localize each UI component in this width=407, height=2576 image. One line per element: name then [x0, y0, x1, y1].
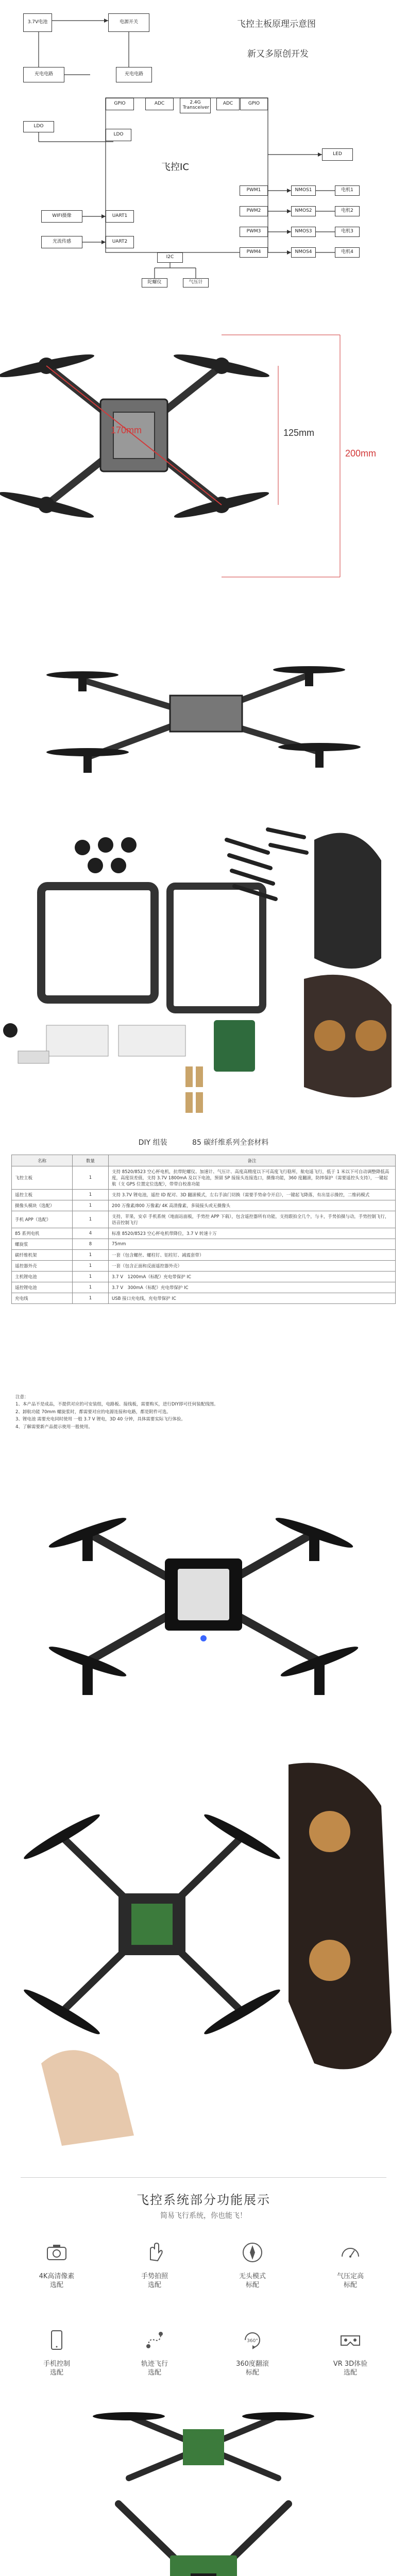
flip-icon	[241, 2329, 264, 2351]
feature-item-line2: 选配	[49, 2281, 63, 2290]
note-item: 3、锂电池 需要充电同时使用 一般 3.7 V 锂电，3D 40 分钟，具体需要实际飞行体验。	[15, 1417, 185, 1422]
svg-text:360°: 360°	[247, 2338, 258, 2344]
row-note: 200 万像素/800 万像素/ 4K 高清像素，多镜接头或无摄像头	[109, 1200, 396, 1211]
gesture-icon	[143, 2241, 166, 2264]
schematic-title: 飞控主板原理示意图	[237, 19, 316, 29]
header-qty: 数量	[73, 1155, 109, 1166]
gyro-block: 陀螺仪	[142, 278, 167, 287]
row-qty: 1	[73, 1293, 109, 1304]
table-row	[12, 1228, 396, 1239]
nmos2-block: NMOS2	[291, 206, 316, 216]
charge-block: 充电电路	[23, 67, 64, 82]
table-header-row	[12, 1155, 396, 1166]
table-title-left: DIY 组装	[138, 1139, 167, 1147]
row-qty: 8	[73, 1239, 109, 1250]
compass-icon	[241, 2241, 264, 2264]
feature-item-line2: 选配	[147, 2281, 161, 2290]
row-qty: 1	[73, 1272, 109, 1282]
side-view-photo	[0, 618, 407, 809]
table-title-right: 85 碳纤维系列全套材料	[192, 1139, 269, 1147]
row-note: 一套（包含螺丝、螺柱钉、铝柱钉、减震套带）	[109, 1250, 396, 1261]
frame-diagonal-label: 170mm	[111, 425, 142, 435]
feature-item	[121, 2329, 188, 2378]
motor4-block: 电机4	[335, 247, 360, 258]
feature-item-line1: 4K高清像素	[39, 2272, 75, 2280]
row-qty: 1	[73, 1250, 109, 1261]
feature-divider	[21, 2177, 386, 2178]
feature-item-line1: 无头模式	[239, 2272, 266, 2280]
pwm3-block: PWM3	[240, 227, 268, 237]
spec-table-section	[0, 1126, 407, 1445]
ldo-block: LDO	[23, 121, 54, 132]
led-block: LED	[322, 148, 353, 161]
nmos4-block: NMOS4	[291, 247, 316, 258]
feature-item	[219, 2329, 286, 2378]
table-row	[12, 1190, 396, 1200]
feature-quad-image	[0, 2406, 407, 2483]
row-name: 充电线	[12, 1293, 73, 1304]
feature-item-line2: 选配	[147, 2369, 161, 2377]
table-row	[12, 1200, 396, 1211]
row-note: 标准 8520/8523 空心杯电机带降位，3.7 V 转速十万	[109, 1228, 396, 1239]
table-row	[12, 1211, 396, 1228]
table-row	[12, 1250, 396, 1261]
row-qty: 1	[73, 1200, 109, 1211]
power-switch-block: 电源开关	[108, 13, 149, 32]
row-name: 遥控锂电池	[12, 1282, 73, 1293]
note-item: 4、了解需要新产品提示使用一般使用。	[15, 1424, 93, 1430]
row-note: 3.7 V 300mA（标配）充电带保护 IC	[109, 1282, 396, 1293]
row-name: 摄像头模块（选配）	[12, 1200, 73, 1211]
feature-item	[219, 2241, 286, 2290]
feature-subtitle: 简易飞行系统，你也能飞！	[160, 2212, 247, 2220]
feature-item-line1: 手势拍照	[141, 2272, 168, 2280]
feature-item-line1: 轨迹飞行	[141, 2360, 168, 2368]
parts-kit-photo	[0, 809, 407, 1126]
vr-icon	[339, 2329, 362, 2351]
phone-icon	[45, 2329, 68, 2351]
feature-item-line2: 选配	[343, 2369, 357, 2377]
battery-block: 3.7V电池	[23, 13, 52, 32]
assembled-quad-photo	[0, 1445, 407, 1744]
row-name: 主机锂电池	[12, 1272, 73, 1282]
quad-controller-image	[0, 1744, 407, 2169]
row-name: 遥控主板	[12, 1190, 73, 1200]
ldo2-block: LDO	[106, 129, 131, 141]
frame-width-label: 125mm	[283, 428, 315, 438]
note-item: 1、本产品不是成品，不提供对应的可安装组，电路板、接线板，需要购买，进行DIY即可任何装配线图。	[15, 1402, 218, 1408]
row-qty: 1	[73, 1211, 109, 1228]
quadcopter-side-image	[0, 618, 407, 809]
row-qty: 4	[73, 1228, 109, 1239]
row-note: 3.7 V 1200mA（标配）充电带保护 IC	[109, 1272, 396, 1282]
row-qty: 1	[73, 1282, 109, 1293]
feature-title: 飞控系统部分功能展示	[137, 2193, 270, 2207]
transceiver-block: 2.4G Transceiver	[180, 98, 211, 113]
adc-left: ADC	[145, 98, 174, 110]
feature-item-line1: 手机控制	[43, 2360, 70, 2368]
row-note: USB 接口充电线，充电带保护 IC	[109, 1293, 396, 1304]
gpio-left: GPIO	[106, 98, 134, 110]
feature-item-line2: 标配	[245, 2369, 259, 2377]
table-row	[12, 1261, 396, 1272]
note-item: 2、卸航功能 70mm 螺旋浆时，都需要对应的电源连接和电路，都是附件可选。	[15, 1409, 171, 1415]
nmos1-block: NMOS1	[291, 185, 316, 196]
row-note: 支持 8520/8523 空心杯电机，抗带陀螺仪、加速计、气压计、高度高精度以下可高度飞行稳所，航电遥飞行，低于 1 米以下可自动调整降低高度，高度误差值，支持 3.7V 1800mA 及以下电池，预留 SP 接接头连接选口，摄像功能，360 度翻滚，防摔保护（需要遥控头支持），一键起航（支 GPS 位置定位选配），带带自校准功能	[109, 1166, 396, 1190]
header-note: 备注	[109, 1155, 396, 1166]
table-notes	[15, 1394, 218, 1431]
feature-item	[317, 2241, 384, 2290]
row-qty: 1	[73, 1190, 109, 1200]
pwm2-block: PWM2	[240, 206, 268, 216]
feature-item	[23, 2329, 90, 2378]
pressure-icon	[339, 2241, 362, 2264]
board-closeup-image	[0, 2483, 407, 2576]
quad-controller-photo	[0, 1744, 407, 2169]
schematic-section	[0, 0, 407, 289]
barometer-block: 气压计	[183, 278, 209, 287]
uart2-block: UART2	[106, 236, 134, 248]
motor1-block: 电机1	[335, 185, 360, 196]
adc-right: ADC	[216, 98, 240, 110]
feature-item-line2: 选配	[49, 2369, 63, 2377]
i2c-block: I2C	[157, 252, 183, 263]
feature-item	[121, 2241, 188, 2290]
mcu-label: 飞控IC	[149, 155, 201, 180]
row-note: 支持，苹果，安卓 手机系统（地面站面板，手势控 APP 下载），包含遥控器所有功能，支持跟拍全几个，与卡，手势拍摄与动，手势控制飞行，语音控制飞行	[109, 1211, 396, 1228]
assembled-quad-image	[0, 1445, 407, 1744]
motor3-block: 电机3	[335, 227, 360, 237]
row-qty: 1	[73, 1166, 109, 1190]
row-note: 75mm	[109, 1239, 396, 1250]
uart1-block: UART1	[106, 210, 134, 223]
route-icon	[143, 2329, 166, 2351]
charge-circuit-block: 充电电路	[116, 67, 152, 82]
feature-item	[23, 2241, 90, 2290]
schematic-subtitle: 新又多原创开发	[247, 49, 309, 59]
pwm4-block: PWM4	[240, 247, 268, 258]
row-name: 手机 APP（选配）	[12, 1211, 73, 1228]
table-row	[12, 1166, 396, 1190]
nmos3-block: NMOS3	[291, 227, 316, 237]
feature-item	[317, 2329, 384, 2378]
frame-dimension-photo	[0, 289, 407, 618]
row-name: 碳纤维机架	[12, 1250, 73, 1261]
spec-table	[11, 1155, 396, 1304]
row-note: 支持 3.7V 锂电池，遥控 ID 配对、3D 翻滚模式，左右手油门切换（需要手势命令开启），一键起飞降落，有出显示操控，二维码模式	[109, 1190, 396, 1200]
feature-section	[0, 2169, 407, 2483]
gpio-right: GPIO	[240, 98, 268, 110]
optical-flow-block: 光流传感	[41, 236, 82, 248]
notes-title: 注意：	[15, 1395, 29, 1400]
feature-item-line1: VR 3D体验	[333, 2360, 368, 2368]
wifi-camera-block: WIFI摄像	[41, 210, 82, 223]
feature-item-line2: 标配	[343, 2281, 357, 2290]
table-row	[12, 1239, 396, 1250]
table-title	[0, 1137, 407, 1147]
feature-item-line2: 标配	[245, 2281, 259, 2290]
table-row	[12, 1272, 396, 1282]
row-name: 遥控器外壳	[12, 1261, 73, 1272]
row-name: 飞控主板	[12, 1166, 73, 1190]
header-name: 名称	[12, 1155, 73, 1166]
board-closeup-photo	[0, 2483, 407, 2576]
table-row	[12, 1282, 396, 1293]
motor2-block: 电机2	[335, 206, 360, 216]
frame-height-label: 200mm	[345, 448, 377, 459]
table-row	[12, 1293, 396, 1304]
camera-icon	[45, 2241, 68, 2264]
row-note: 一套（包含正面和反面遥控器外壳）	[109, 1261, 396, 1272]
row-name: 85 系列电机	[12, 1228, 73, 1239]
parts-kit-image	[0, 809, 407, 1126]
row-qty: 1	[73, 1261, 109, 1272]
feature-item-line1: 360度翻滚	[236, 2360, 269, 2368]
row-name: 螺旋浆	[12, 1239, 73, 1250]
pwm1-block: PWM1	[240, 185, 268, 196]
feature-item-line1: 气压定高	[336, 2272, 364, 2280]
